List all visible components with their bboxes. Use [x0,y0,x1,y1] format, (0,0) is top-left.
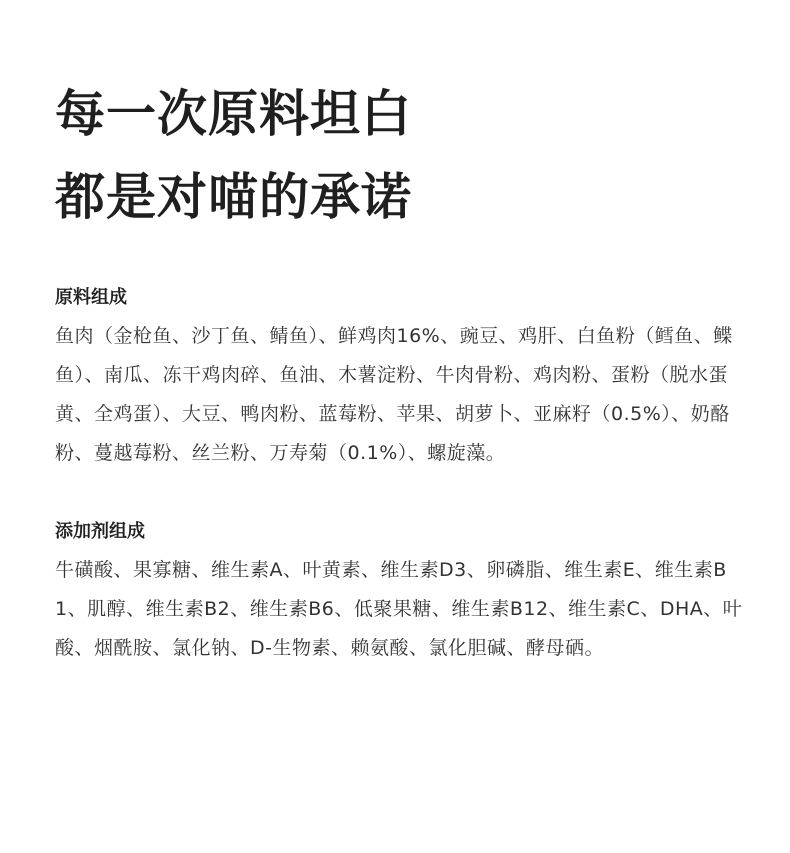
raw-materials-title: 原料组成 [55,287,127,308]
headline-line-1: 每一次原料坦白 [55,85,412,143]
raw-materials-text: 鱼肉（金枪鱼、沙丁鱼、鲭鱼）、鲜鸡肉16%、豌豆、鸡肝、白鱼粉（鳕鱼、鲽鱼）、南瓜、冻干鸡肉碎、鱼油、木薯淀粉、牛肉骨粉、鸡肉粉、蛋粉（脱水蛋黄、全鸡蛋）、大豆、鸭肉粉、蓝莓粉、苹果、胡萝卜、亚麻籽（0.5%）、奶酪粉、蔓越莓粉、丝兰粉、万寿菊（0.1%）、螺旋藻。 [55,325,733,464]
additives-title: 添加剂组成 [55,521,145,542]
headline-line-2: 都是对喵的承诺 [55,168,412,226]
additives-text: 牛磺酸、果寡糖、维生素A、叶黄素、维生素D3、卵磷脂、维生素E、维生素B1、肌醇、维生素B2、维生素B6、低聚果糖、维生素B12、维生素C、DHA、叶酸、烟酰胺、氯化钠、D-生物素、赖氨酸、氯化胆碱、酵母硒。 [55,559,743,659]
